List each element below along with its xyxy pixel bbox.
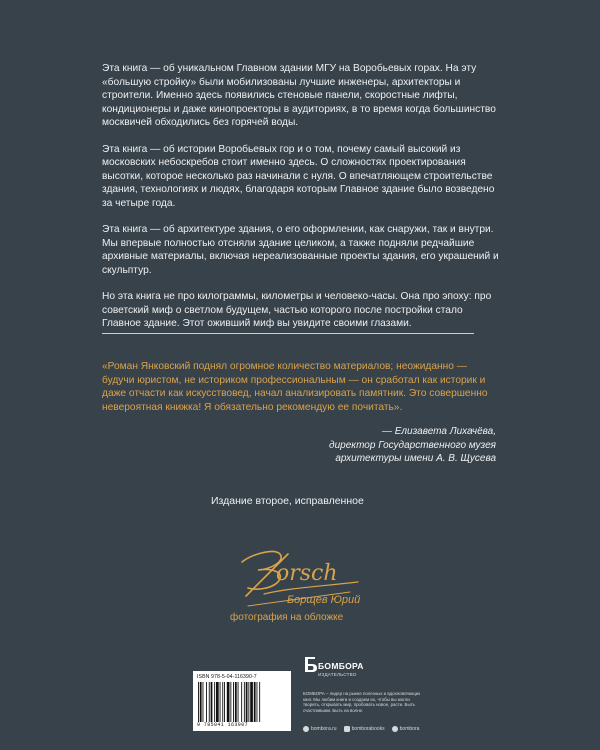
intro-paragraph-1: Эта книга — об уникальном Главном здании МГУ на Воробьевых горах. На эту «большую стройку» были мобилизованы лучшие инженеры, архитекторы и строители. Именно здесь появились стеновые панели, скоростные лифты, кондиционеры и даже кинопроекторы в аудиториях, в то время когда большинство москвичей обходились без горячей воды. — [102, 63, 496, 128]
quote-attribution — [176, 425, 496, 466]
quote-author-role-line-1: директор Государственного музея — [329, 439, 496, 451]
social-website-label: bombora.ru — [311, 726, 337, 732]
intro-paragraph-3: Эта книга — об архитектуре здания, о его оформлении, как снаружи, так и внутри. Мы впервые полностью отсняли здание целиком, а также подняли редчайшие архивные материалы, включая нереализованные проекты здания, его украшений и скульптур. — [102, 224, 499, 276]
barcode-bars — [197, 682, 287, 722]
publisher-socials — [303, 726, 463, 732]
social-vk[interactable] — [344, 726, 385, 732]
vk-icon — [344, 726, 350, 732]
review-quote: «Роман Янковский поднял огромное количество материалов; неожиданно — будучи юристом, не историком профессиональным — он сработал как историк и даже отчасти как искусствовед, начал анализировать памятник. Это совершенно невероятная книжка! Я обязательно рекомендую ее почитать». — [102, 361, 488, 413]
publisher-subtitle: ИЗДАТЕЛЬСТВО — [318, 672, 357, 677]
publisher-description: БОМБОРА – лидер на рынке полезных и вдохновляющих книг. Мы любим книги и создаем их, чтобы вы могли творить, открывать мир, пробовать новое, расти. Быть счастливыми. Быть на волне. — [303, 691, 421, 714]
intro-text — [102, 62, 502, 344]
photographer-name: Борщев Юрий — [287, 594, 361, 606]
publisher-brand: БОМБОРА — [318, 661, 364, 671]
social-telegram-label: bombora — [399, 726, 420, 732]
telegram-icon — [392, 726, 398, 732]
quote-author-role-line-2: архитектуры имени А. В. Щусева — [335, 453, 496, 464]
edition-note: Издание второе, исправленное — [211, 495, 364, 507]
social-telegram[interactable] — [392, 726, 420, 732]
social-website[interactable] — [303, 726, 337, 732]
photo-credit: фотография на обложке — [230, 612, 344, 623]
barcode-digits: 9 785041 163907 — [197, 722, 249, 728]
intro-paragraph-2: Эта книга — об истории Воробьевых гор и о том, почему самый высокий из московских небоскребов стоит именно здесь. О сложностях проектирования высотки, которое несколько раз начинали с нуля. О впечатляющем строительстве здания, технологиях и людях, благодаря которым Главное здание было возведено за четыре года. — [102, 143, 495, 209]
isbn-number: ISBN 978-5-04-116390-7 — [197, 674, 257, 680]
section-divider — [102, 333, 474, 334]
isbn-barcode — [193, 671, 291, 731]
svg-text:orsch: orsch — [276, 561, 338, 586]
social-vk-label: bomborabooks — [351, 726, 385, 732]
intro-paragraph-4: Но эта книга не про килограммы, километры и человеко-часы. Она про эпоху: про советский миф о светлом будущем, частью которого после постройки стало Главное здание. Этот оживший миф вы увидите своими глазами. — [102, 291, 492, 329]
quote-author: — Елизавета Лихачёва, — [381, 426, 496, 437]
globe-icon — [303, 726, 309, 732]
photographer-signature-logo — [228, 532, 368, 622]
